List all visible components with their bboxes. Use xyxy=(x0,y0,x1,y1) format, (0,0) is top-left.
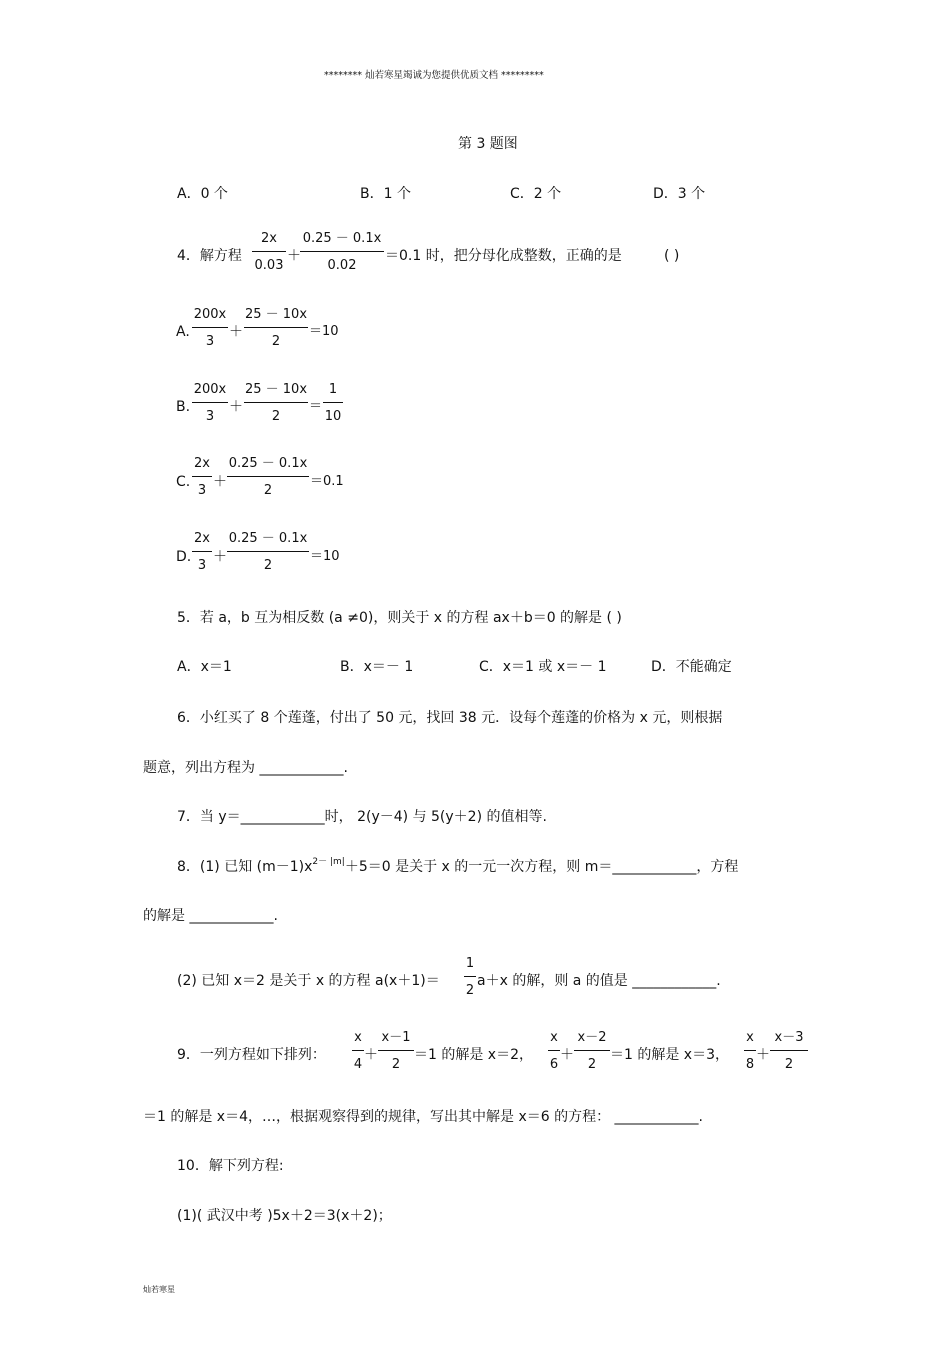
numerator: 200x xyxy=(193,382,227,397)
option-fraction-1 xyxy=(192,382,228,425)
plus-sign: ＋ xyxy=(364,1047,378,1063)
page-footer: 灿若寒星 xyxy=(143,1285,175,1294)
q4-suffix: ＝0.1 时，把分母化成整数，正确的是 xyxy=(385,248,622,264)
q4-f1-numerator: 2x xyxy=(261,231,277,246)
q4-f2-numerator: 0.25 － 0.1x xyxy=(302,231,382,246)
numerator: 0.25 － 0.1x xyxy=(228,531,308,546)
numerator: 25 － 10x xyxy=(244,382,308,397)
numerator: x xyxy=(746,1030,754,1045)
option-equals: ＝10 xyxy=(309,324,339,339)
numerator: 0.25 － 0.1x xyxy=(228,456,308,471)
denominator: 3 xyxy=(205,334,215,349)
q5-option-b: B．x＝－ 1 xyxy=(340,659,414,675)
option-label: B. xyxy=(176,399,191,415)
denominator: 3 xyxy=(197,558,207,573)
plus-sign: ＋ xyxy=(756,1047,770,1063)
option-result-fraction xyxy=(323,382,343,425)
equation-tail: ＝1 的解是 x＝2， xyxy=(414,1047,533,1063)
numerator: x xyxy=(550,1030,558,1045)
denominator: 2 xyxy=(263,558,273,573)
denominator: 2 xyxy=(587,1057,597,1072)
fraction-x xyxy=(744,1030,756,1073)
numerator: 2x xyxy=(194,531,210,546)
fraction-x xyxy=(352,1030,364,1073)
denominator: 8 xyxy=(745,1057,755,1072)
q8-part-1-b: ＋5＝0 是关于 x 的一元一次方程，则 m＝____________，方程 xyxy=(344,859,739,875)
option-fraction-1 xyxy=(192,456,212,499)
q8-part-1 xyxy=(177,858,738,878)
q6-line-1: 6．小红买了 8 个莲蓬，付出了 50 元，找回 38 元．设每个莲蓬的价格为 x 元，则根据 xyxy=(177,710,723,726)
fraction-x-minus xyxy=(574,1030,610,1073)
q4-fraction-1 xyxy=(252,231,286,274)
option-equals: ＝ xyxy=(309,399,323,414)
q4-prefix: 4．解方程 xyxy=(177,248,242,264)
denominator: 10 xyxy=(324,409,342,424)
q8-part-2-a: (2) 已知 x＝2 是关于 x 的方程 a(x＋1)＝ xyxy=(177,973,440,989)
plus-sign: ＋ xyxy=(213,549,227,565)
q8-part-1-line-2: 的解是 ____________. xyxy=(143,908,278,924)
q4-plus: ＋ xyxy=(287,248,301,264)
option-equals: ＝0.1 xyxy=(310,474,344,489)
q4-fraction-2 xyxy=(300,231,384,274)
q5-option-c: C．x＝1 或 x＝－ 1 xyxy=(479,659,607,675)
numerator: x－1 xyxy=(381,1030,411,1045)
denominator: 2 xyxy=(391,1057,401,1072)
q8-part-1-a: 8．(1) 已知 (m－1)x xyxy=(177,859,313,875)
q3-option-d: D．3 个 xyxy=(653,186,706,202)
figure-caption: 第 3 题图 xyxy=(458,136,518,152)
option-fraction-2 xyxy=(227,531,309,574)
q4-answer-paren: ( ) xyxy=(664,248,680,264)
denominator: 2 xyxy=(263,483,273,498)
denominator: 3 xyxy=(205,409,215,424)
option-label: A. xyxy=(176,324,190,340)
plus-sign: ＋ xyxy=(229,324,243,340)
numerator: 200x xyxy=(193,307,227,322)
fraction-x-minus xyxy=(378,1030,414,1073)
option-label: D. xyxy=(176,549,192,565)
numerator: 25 － 10x xyxy=(244,307,308,322)
option-fraction-1 xyxy=(192,307,228,350)
q8-exponent: 2－ |m| xyxy=(312,857,345,867)
plus-sign: ＋ xyxy=(213,474,227,490)
option-fraction-2 xyxy=(244,307,308,350)
denominator: 2 xyxy=(271,334,281,349)
page-header: ******** 灿若寒星竭诚为您提供优质文档 ********* xyxy=(324,70,544,81)
denominator: 3 xyxy=(197,483,207,498)
numerator: 1 xyxy=(465,956,475,971)
q10-item-1: (1)( 武汉中考 )5x＋2＝3(x＋2)； xyxy=(177,1208,392,1224)
denominator: 2 xyxy=(465,983,475,998)
denominator: 2 xyxy=(784,1057,794,1072)
q8-half-fraction xyxy=(464,956,476,999)
q3-option-c: C．2 个 xyxy=(510,186,562,202)
option-label: C. xyxy=(176,474,191,490)
q5-option-d: D．不能确定 xyxy=(651,659,732,675)
option-equals: ＝10 xyxy=(310,549,340,564)
plus-sign: ＋ xyxy=(560,1047,574,1063)
numerator: x－3 xyxy=(774,1030,804,1045)
q9-line-2: ＝1 的解是 x＝4，…，根据观察得到的规律，写出其中解是 x＝6 的方程： ____________. xyxy=(143,1109,703,1125)
equation-tail: ＝1 的解是 x＝3， xyxy=(610,1047,729,1063)
option-fraction-1 xyxy=(192,531,212,574)
q4-f2-denominator: 0.02 xyxy=(327,258,357,273)
option-fraction-2 xyxy=(244,382,308,425)
numerator: 1 xyxy=(328,382,338,397)
q7-stem: 7．当 y＝____________时， 2(y－4) 与 5(y＋2) 的值相等. xyxy=(177,809,547,825)
q4-f1-denominator: 0.03 xyxy=(254,258,284,273)
option-fraction-2 xyxy=(227,456,309,499)
q6-line-2: 题意，列出方程为 ____________. xyxy=(143,760,348,776)
q3-option-a: A．0 个 xyxy=(177,186,228,202)
q3-option-b: B．1 个 xyxy=(360,186,411,202)
denominator: 6 xyxy=(549,1057,559,1072)
fraction-x xyxy=(548,1030,560,1073)
denominator: 2 xyxy=(271,409,281,424)
numerator: x xyxy=(354,1030,362,1045)
q5-stem: 5．若 a，b 互为相反数 (a ≠0)，则关于 x 的方程 ax＋b＝0 的解是 ( ) xyxy=(177,610,622,626)
denominator: 4 xyxy=(353,1057,363,1072)
numerator: 2x xyxy=(194,456,210,471)
q10-title: 10．解下列方程: xyxy=(177,1158,284,1174)
numerator: x－2 xyxy=(577,1030,607,1045)
q8-part-2-b: a＋x 的解，则 a 的值是 ____________. xyxy=(477,973,721,989)
fraction-x-minus xyxy=(770,1030,808,1073)
q5-option-a: A．x＝1 xyxy=(177,659,232,675)
plus-sign: ＋ xyxy=(229,399,243,415)
q9-prefix: 9．一列方程如下排列： xyxy=(177,1047,326,1063)
